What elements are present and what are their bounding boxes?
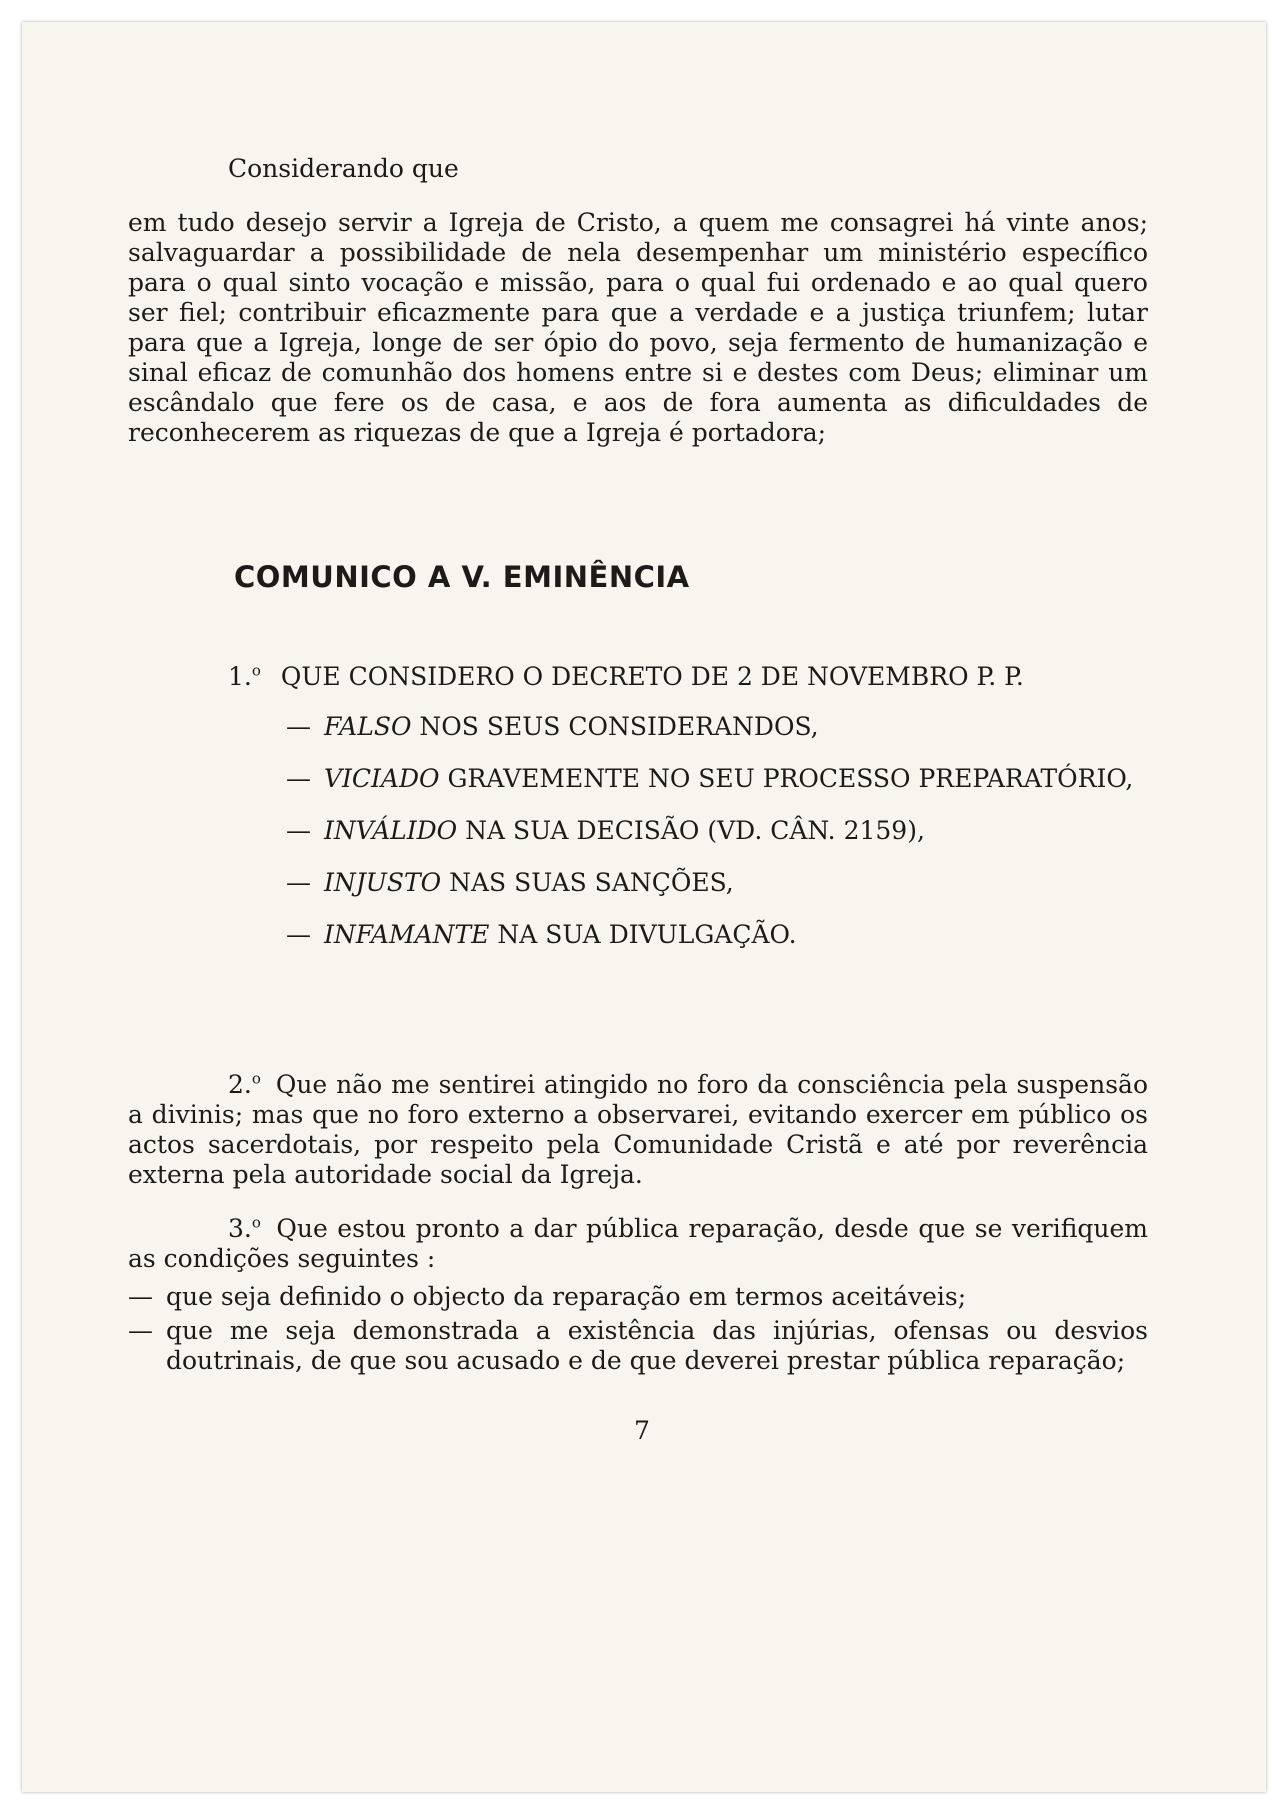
item-1-subitems <box>286 712 1148 950</box>
item-1-number: 1. <box>228 662 252 691</box>
item-2-ordinal: o <box>251 1069 261 1088</box>
item-1-subitem: — INVÁLIDO NA SUA DECISÃO (VD. CÂN. 2159), <box>286 816 925 845</box>
item-1-ordinal: o <box>251 661 261 680</box>
item-1-subitem: — FALSO NOS SEUS CONSIDERANDOS, <box>286 712 819 741</box>
section-heading: COMUNICO A V. EMINÊNCIA <box>234 560 690 594</box>
item-1-subitem: — INJUSTO NAS SUAS SANÇÕES, <box>286 868 734 897</box>
item-3-subitems <box>128 1282 1148 1376</box>
item-2-text: Que não me sentirei atingido no foro da consciência pela suspensão a divinis; mas que no foro externo a observarei, evitando exercer em público os actos sacerdotais, por respeito pela Comunidade Cristã e até por reverência externa pela autoridade social da Igreja. <box>128 1070 1148 1189</box>
page-number: 7 <box>634 1416 650 1445</box>
item-2 <box>128 1070 1148 1190</box>
item-3-number: 3. <box>228 1214 252 1243</box>
item-3-subitem: — que me seja demonstrada a existência das injúrias, ofensas ou desvios doutrinais, de que sou acusado e de que deverei prestar pública reparação; <box>128 1316 1148 1375</box>
intro-line: Considerando que <box>228 154 459 183</box>
item-1 <box>228 662 1148 692</box>
item-2-number: 2. <box>228 1070 252 1099</box>
item-3-subitem: — que seja definido o objecto da reparação em termos aceitáveis; <box>128 1282 967 1311</box>
document-page <box>22 22 1266 1792</box>
item-3-text: Que estou pronto a dar pública reparação, desde que se verifiquem as condições seguintes : <box>128 1214 1148 1273</box>
item-3-ordinal: o <box>251 1213 261 1232</box>
item-1-text: QUE CONSIDERO O DECRETO DE 2 DE NOVEMBRO P. P. <box>280 662 1024 691</box>
paragraph-considerandos: em tudo desejo servir a Igreja de Cristo, a quem me consagrei há vinte anos; salvaguardar a possibilidade de nela desempenhar um ministério específico para o qual sinto vocação e missão, para o qual fui ordenado e ao qual quero ser fiel; contribuir eficazmente para que a verdade e a justiça triunfem; lutar para que a Igreja, longe de ser ópio do povo, seja fermento de humanização e sinal eficaz de comunhão dos homens entre si e destes com Deus; eliminar um escândalo que fere os de casa, e aos de fora aumenta as dificuldades de reconhecerem as riquezas de que a Igreja é portadora; <box>128 208 1148 447</box>
item-1-subitem: — INFAMANTE NA SUA DIVULGAÇÃO. <box>286 920 797 949</box>
item-3 <box>128 1214 1148 1274</box>
item-1-subitem: — VICIADO GRAVEMENTE NO SEU PROCESSO PREPARATÓRIO, <box>286 764 1134 793</box>
